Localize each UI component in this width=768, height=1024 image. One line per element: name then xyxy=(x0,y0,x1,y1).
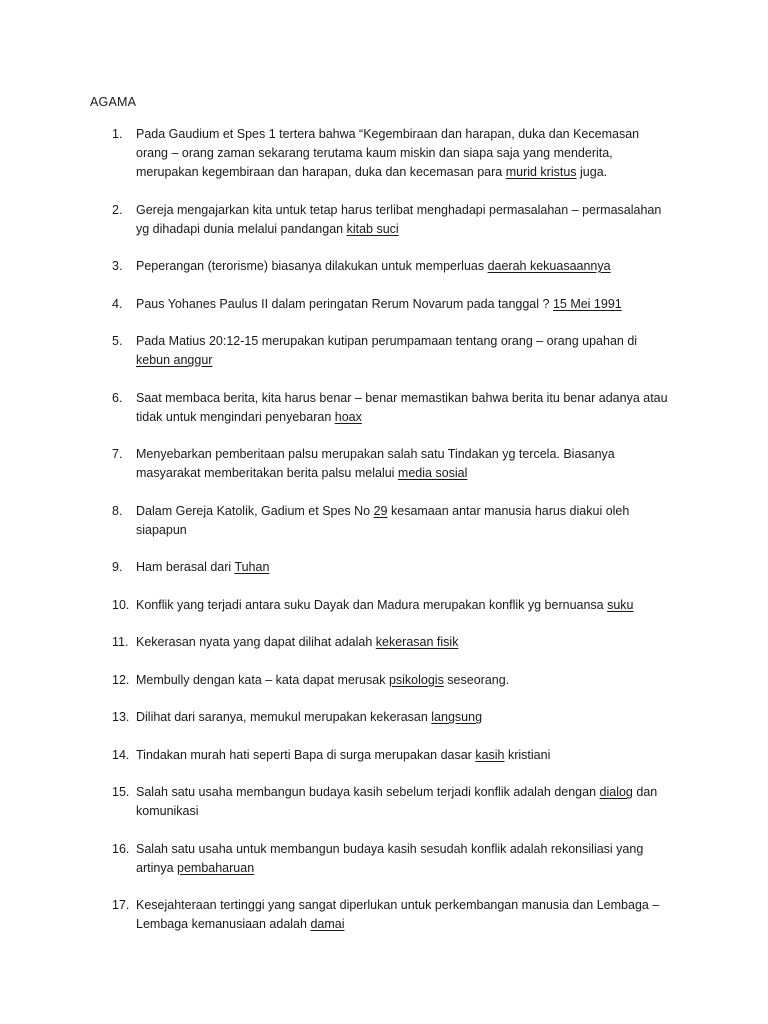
list-item xyxy=(90,389,668,427)
question-text: Membully dengan kata – kata dapat merusak xyxy=(136,672,389,687)
question-text: Gereja mengajarkan kita untuk tetap harus terlibat menghadapi permasalahan – permasalahan yg dihadapi dunia melalui pandangan xyxy=(136,202,662,236)
answer-text: suku xyxy=(607,597,634,612)
question-text: Dalam Gereja Katolik, Gadium et Spes No xyxy=(136,503,374,518)
list-item xyxy=(90,502,668,540)
question-list xyxy=(90,125,668,934)
item-number: 5. xyxy=(112,334,123,348)
question-text: Konflik yang terjadi antara suku Dayak dan Madura merupakan konflik yg bernuansa xyxy=(136,597,608,612)
question-text: Saat membaca berita, kita harus benar – benar memastikan bahwa berita itu benar adanya atau tidak untuk mengindari penyebaran xyxy=(136,390,668,424)
list-item xyxy=(90,332,668,370)
question-text: Tindakan murah hati seperti Bapa di surga merupakan dasar xyxy=(136,747,476,762)
list-item xyxy=(90,558,668,577)
list-item xyxy=(90,783,668,821)
answer-text: kebun anggur xyxy=(136,353,213,367)
item-number: 1. xyxy=(112,127,123,141)
question-text: Paus Yohanes Paulus II dalam peringatan Rerum Novarum pada tanggal ? xyxy=(136,296,553,311)
answer-text: langsung xyxy=(431,710,483,724)
item-number: 2. xyxy=(112,202,123,217)
question-text: Dilihat dari saranya, memukul merupakan kekerasan xyxy=(136,710,432,724)
question-text: Peperangan (terorisme) biasanya dilakukan untuk memperluas xyxy=(136,259,488,273)
answer-text: 29 xyxy=(373,503,388,518)
list-item xyxy=(90,746,668,765)
item-number: 16. xyxy=(112,841,130,856)
document-title: AGAMA xyxy=(90,95,137,109)
answer-text: media sosial xyxy=(397,466,468,480)
item-number: 14. xyxy=(112,747,130,762)
answer-text: dialog xyxy=(599,785,633,799)
question-text: Ham berasal dari xyxy=(136,560,235,574)
question-text: Salah satu usaha untuk membangun budaya kasih sesudah konflik adalah rekonsiliasi yang artinya xyxy=(136,841,644,875)
answer-text: damai xyxy=(310,917,345,931)
list-item xyxy=(90,201,668,239)
list-item xyxy=(90,840,668,878)
list-item xyxy=(90,708,668,727)
item-number: 10. xyxy=(112,597,130,612)
question-text: Salah satu usaha membangun budaya kasih sebelum terjadi konflik adalah dengan xyxy=(136,785,600,799)
item-number: 6. xyxy=(112,390,123,405)
item-number: 9. xyxy=(112,560,123,574)
list-item xyxy=(90,295,668,314)
question-suffix: dan komunikasi xyxy=(136,785,658,818)
question-suffix: seseorang. xyxy=(443,672,510,687)
answer-text: kitab suci xyxy=(346,221,399,236)
list-item xyxy=(90,633,668,652)
answer-text: Tuhan xyxy=(234,560,270,574)
question-text: Kesejahteraan tertinggi yang sangat diperlukan untuk perkembangan manusia dan Lembaga – Lembaga kemanusiaan adalah xyxy=(136,898,660,931)
list-item xyxy=(90,257,668,276)
item-number: 11. xyxy=(112,635,129,649)
item-number: 3. xyxy=(112,259,123,273)
answer-text: hoax xyxy=(334,409,362,424)
answer-text: murid kristus xyxy=(505,165,577,179)
question-text: Pada Matius 20:12-15 merupakan kutipan perumpamaan tentang orang – orang upahan di xyxy=(136,334,638,348)
question-suffix: juga. xyxy=(576,165,608,179)
item-number: 15. xyxy=(112,785,130,799)
question-text: Kekerasan nyata yang dapat dilihat adalah xyxy=(136,635,376,649)
answer-text: 15 Mei 1991 xyxy=(552,296,622,311)
question-text: Pada Gaudium et Spes 1 tertera bahwa “Kegembiraan dan harapan, duka dan Kecemasan orang – orang zaman sekarang terutama kaum miskin dan siapa saja yang menderita, merupakan kegembiraan dan harapan, duka dan kecemasan para xyxy=(136,127,640,179)
item-number: 17. xyxy=(112,898,130,912)
question-text: Menyebarkan pemberitaan palsu merupakan salah satu Tindakan yg tercela. Biasanya masyarakat memberitakan berita palsu melalui xyxy=(136,447,615,480)
question-suffix: kesamaan antar manusia harus diakui oleh siapapun xyxy=(136,503,630,537)
answer-text: kekerasan fisik xyxy=(375,635,459,649)
item-number: 13. xyxy=(112,710,130,724)
item-number: 4. xyxy=(112,296,123,311)
list-item xyxy=(90,671,668,690)
list-item xyxy=(90,596,668,615)
item-number: 12. xyxy=(112,672,130,687)
answer-text: daerah kekuasaannya xyxy=(487,259,611,273)
answer-text: pembaharuan xyxy=(177,860,255,875)
item-number: 8. xyxy=(112,503,123,518)
list-item xyxy=(90,445,668,483)
answer-text: kasih xyxy=(475,747,505,762)
list-item xyxy=(90,125,668,182)
item-number: 7. xyxy=(112,447,123,461)
answer-text: psikologis xyxy=(388,672,444,687)
question-suffix: kristiani xyxy=(504,747,551,762)
list-item xyxy=(90,896,668,934)
